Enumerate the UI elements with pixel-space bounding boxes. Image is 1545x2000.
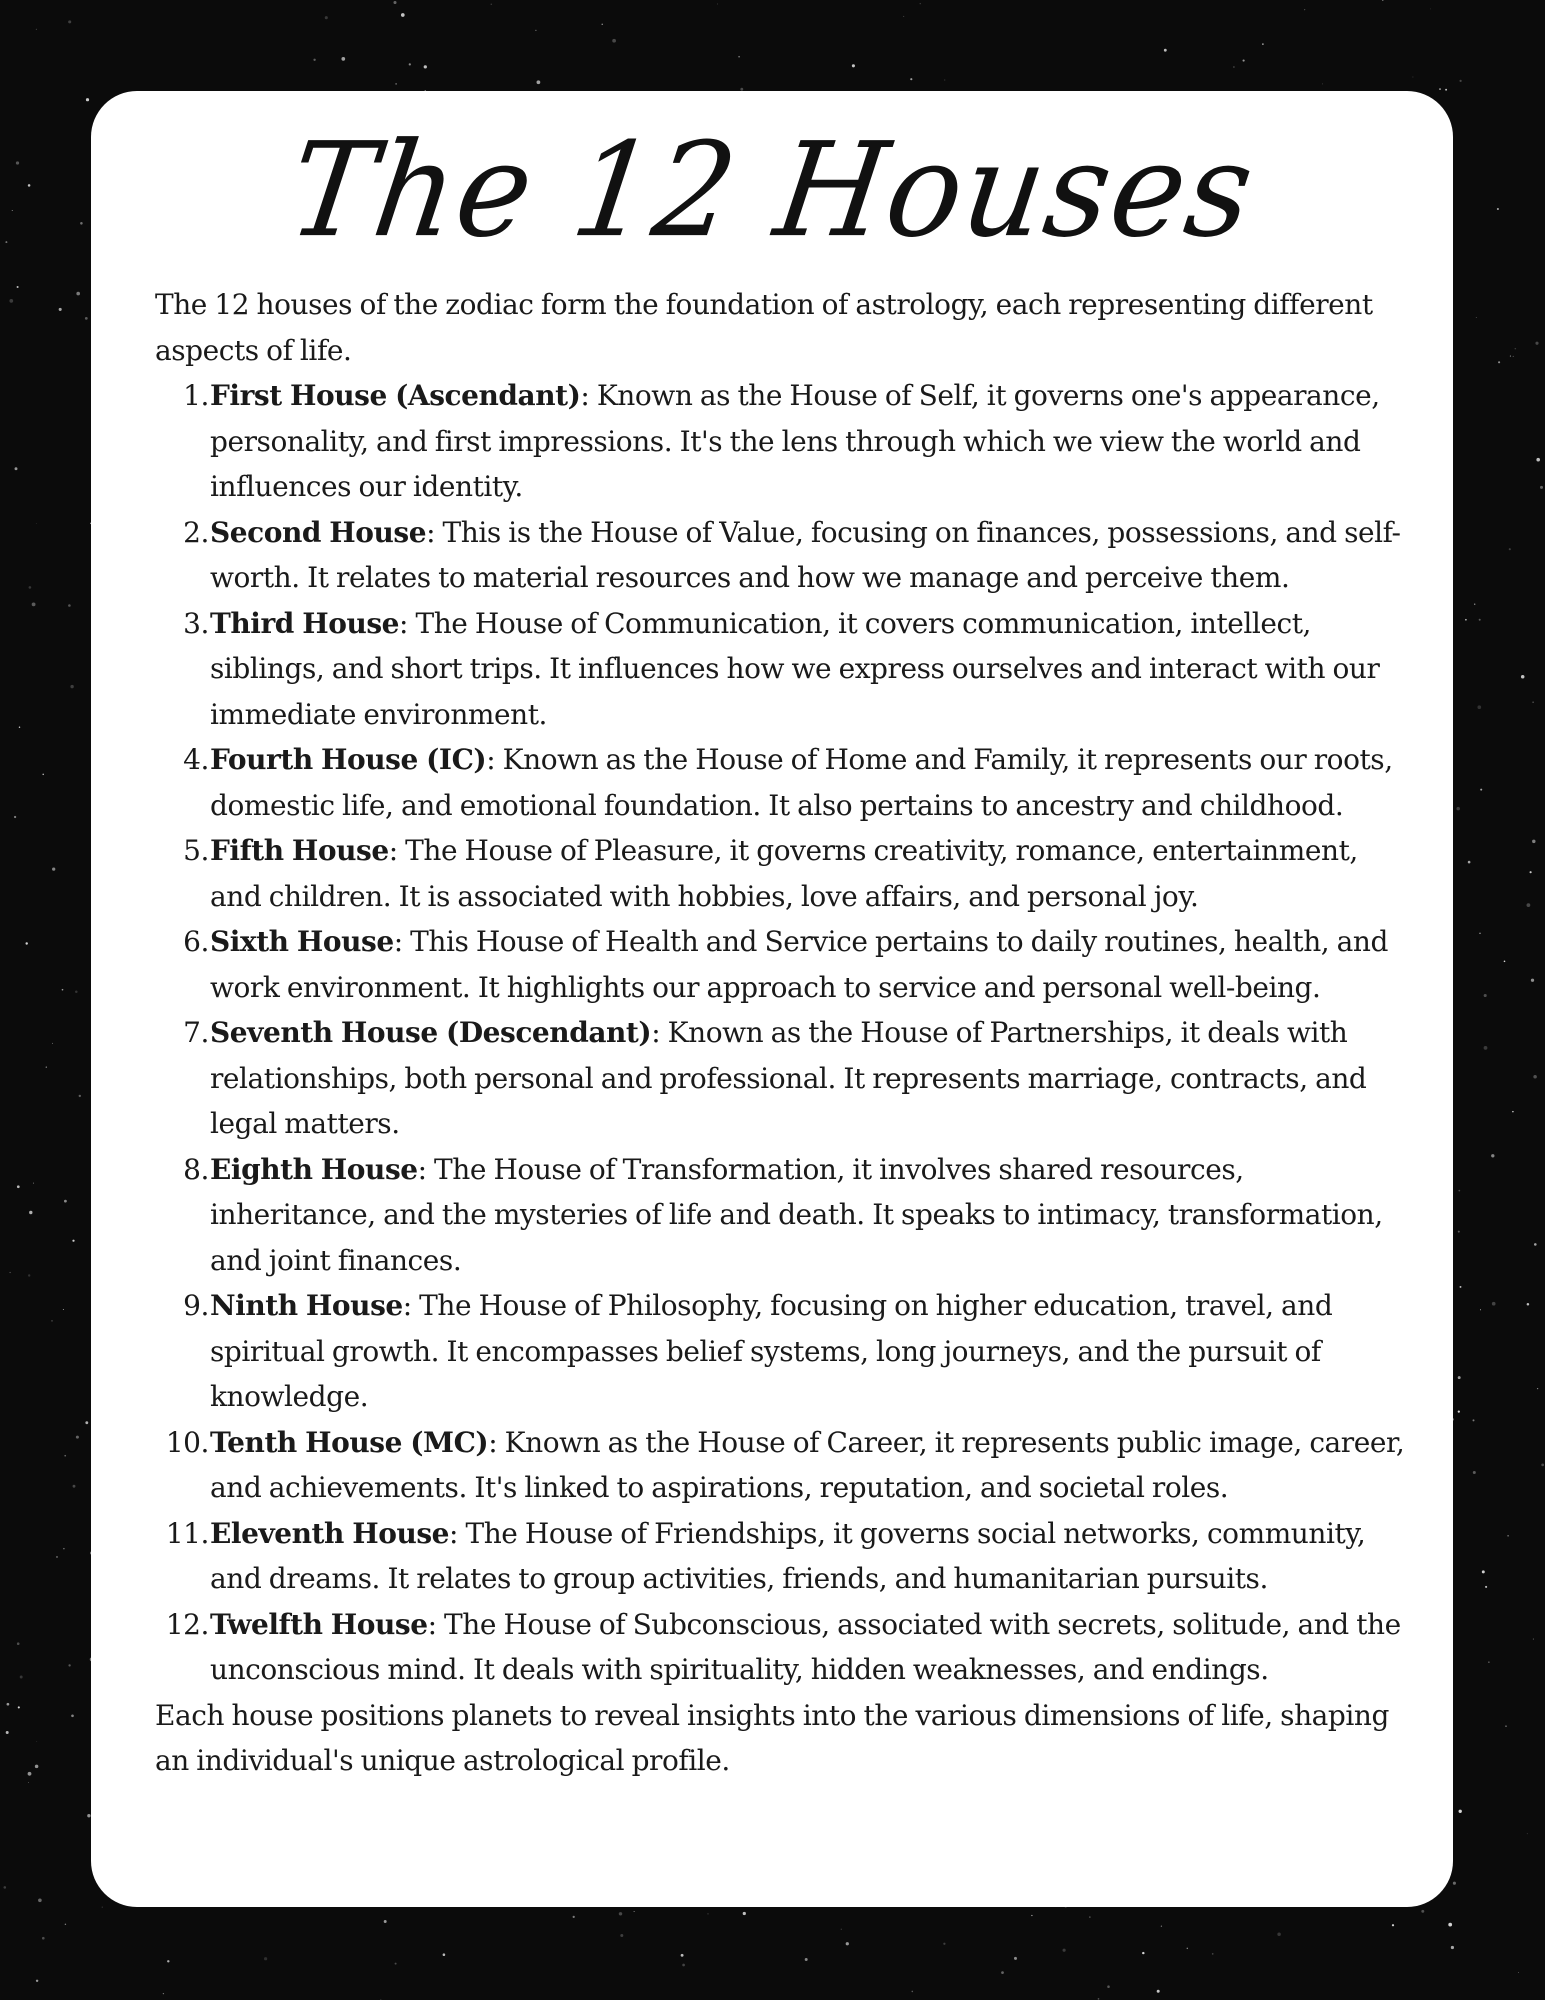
item-number: 12. <box>165 1607 209 1641</box>
list-item <box>155 373 1415 510</box>
house-description: : Known as the House of Career, it represents public image, career, and achievements. It's linked to aspirations, reputation, and societal roles. <box>210 1425 1405 1504</box>
list-item <box>155 828 1415 919</box>
house-name: Eighth House <box>210 1152 418 1186</box>
intro-paragraph: The 12 houses of the zodiac form the foundation of astrology, each representing different aspects of life. <box>155 288 1373 367</box>
item-number: 7. <box>183 1016 209 1049</box>
house-description: : This is the House of Value, focusing on finances, possessions, and self-worth. It relates to material resources and how we manage and perceive them. <box>210 515 1401 594</box>
house-description: : The House of Transformation, it involves shared resources, inheritance, and the mysteries of life and death. It speaks to intimacy, transformation, and joint finances. <box>210 1152 1383 1277</box>
house-description: : The House of Friendships, it governs social networks, community, and dreams. It relates to group activities, friends, and humanitarian pursuits. <box>210 1516 1366 1595</box>
house-name: Tenth House (MC) <box>210 1425 489 1459</box>
house-name: Third House <box>210 606 400 640</box>
house-name: Fifth House <box>210 834 389 867</box>
list-item <box>155 737 1415 828</box>
house-description: : Known as the House of Home and Family, it represents our roots, domestic life, and emotional foundation. It also pertains to ancestry and childhood. <box>210 743 1393 822</box>
item-number: 10. <box>165 1425 209 1459</box>
houses-list <box>155 373 1415 1693</box>
house-name: Twelfth House <box>210 1607 428 1641</box>
house-name: First House (Ascendant) <box>210 379 581 412</box>
house-name: Ninth House <box>210 1289 403 1322</box>
house-name: Second House <box>210 515 427 549</box>
outro-paragraph: Each house positions planets to reveal insights into the various dimensions of life, shaping an individual's unique astrological profile. <box>155 1698 1389 1777</box>
list-item <box>155 1511 1415 1602</box>
item-number: 4. <box>183 743 209 776</box>
list-item <box>155 919 1415 1010</box>
item-number: 6. <box>183 925 209 958</box>
house-description: : The House of Communication, it covers communication, intellect, siblings, and short trips. It influences how we express ourselves and interact with our immediate environment. <box>210 606 1380 731</box>
list-item <box>155 1283 1415 1420</box>
house-description: : The House of Subconscious, associated with secrets, solitude, and the unconscious mind. It deals with spirituality, hidden weaknesses, and endings. <box>210 1607 1401 1686</box>
item-number: 11. <box>165 1516 209 1550</box>
house-name: Eleventh House <box>210 1516 450 1550</box>
list-item <box>155 1602 1415 1693</box>
house-name: Sixth House <box>210 925 394 958</box>
item-number: 5. <box>183 834 209 867</box>
house-name: Seventh House (Descendant) <box>210 1016 652 1049</box>
house-description: : Known as the House of Self, it governs one's appearance, personality, and first impressions. It's the lens through which we view the world and influences our identity. <box>210 379 1380 503</box>
house-name: Fourth House (IC) <box>210 743 487 776</box>
list-item <box>155 1147 1415 1284</box>
page-title: The 12 Houses <box>280 115 1264 267</box>
item-number: 8. <box>183 1152 209 1186</box>
content-card <box>91 91 1453 1907</box>
house-description: : Known as the House of Partnerships, it deals with relationships, both personal and professional. It represents marriage, contracts, and legal matters. <box>210 1016 1367 1140</box>
list-item <box>155 510 1415 601</box>
item-number: 9. <box>183 1289 209 1322</box>
item-number: 2. <box>183 515 209 549</box>
house-description: : This House of Health and Service pertains to daily routines, health, and work environment. It highlights our approach to service and personal well-being. <box>210 925 1388 1004</box>
house-description: : The House of Pleasure, it governs creativity, romance, entertainment, and children. It is associated with hobbies, love affairs, and personal joy. <box>210 834 1358 913</box>
document-body <box>155 282 1415 1784</box>
list-item <box>155 601 1415 738</box>
list-item <box>155 1010 1415 1147</box>
item-number: 3. <box>183 606 209 640</box>
list-item <box>155 1420 1415 1511</box>
house-description: : The House of Philosophy, focusing on higher education, travel, and spiritual growth. It encompasses belief systems, long journeys, and the pursuit of knowledge. <box>210 1289 1333 1413</box>
item-number: 1. <box>183 379 209 412</box>
